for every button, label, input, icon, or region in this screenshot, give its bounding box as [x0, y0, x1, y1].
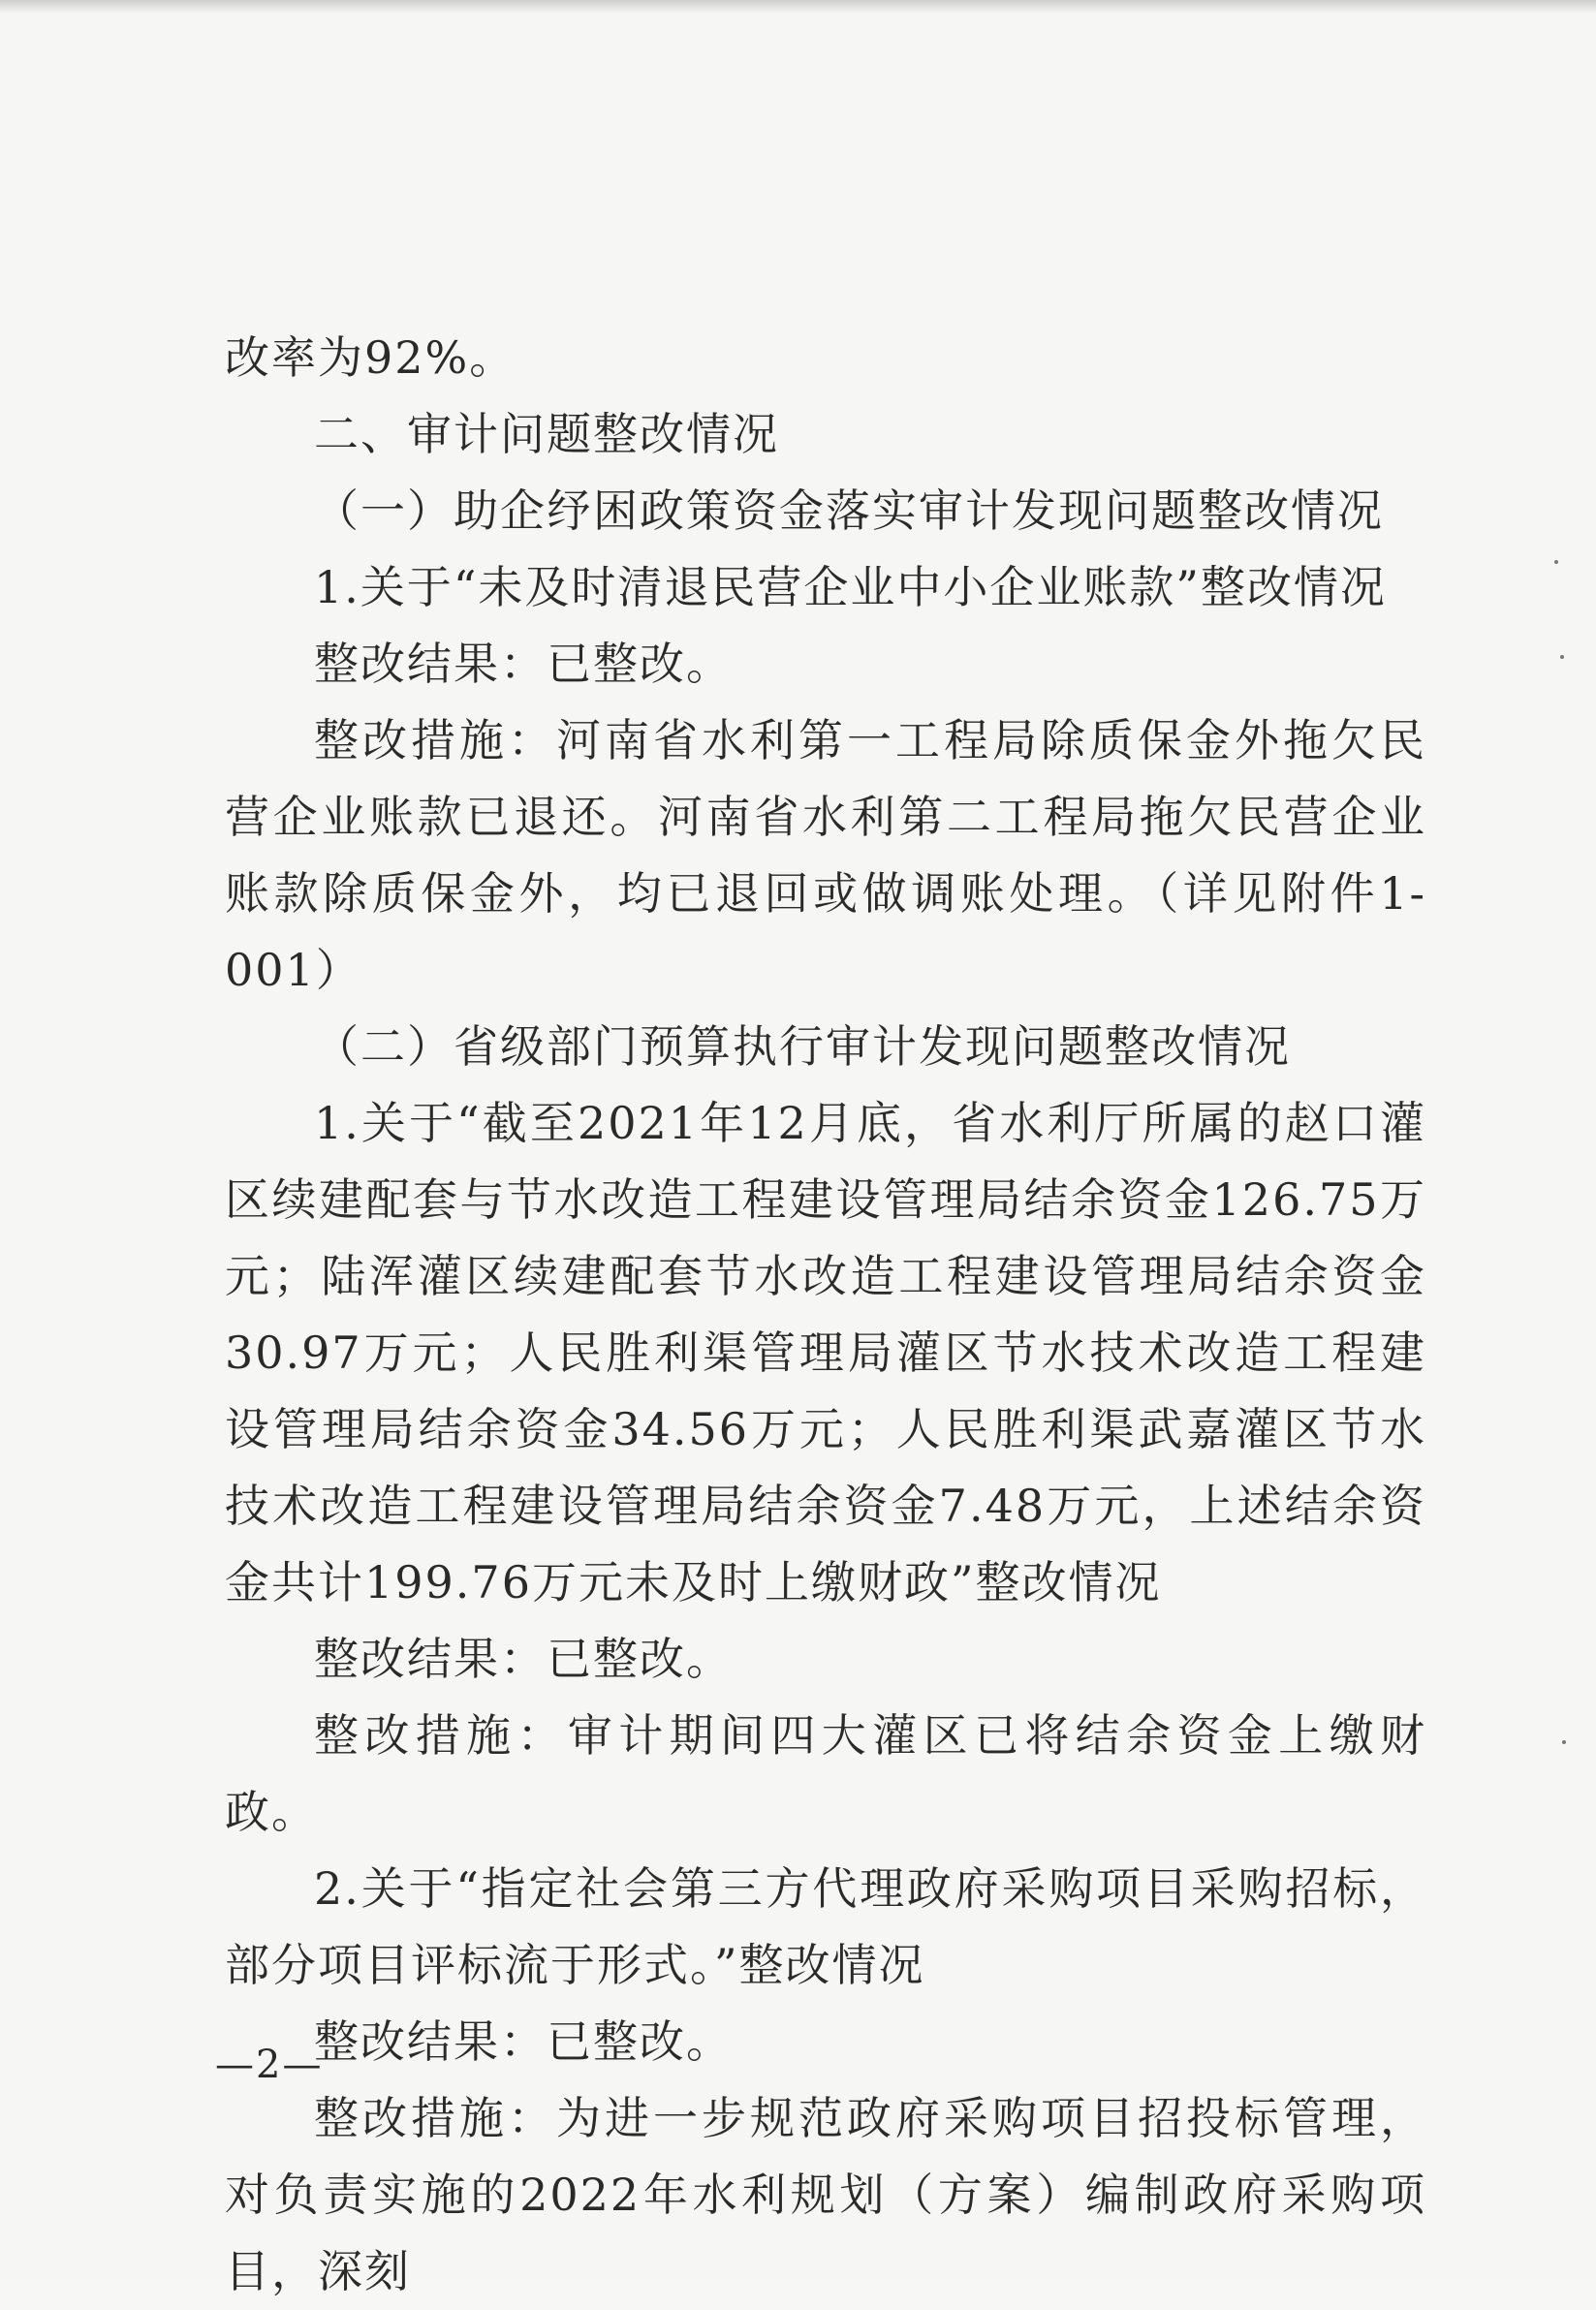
- paragraph: 整改措施：河南省水利第一工程局除质保金外拖欠民营企业账款已退还。河南省水利第二工程局拖欠民营企业账款除质保金外，均已退回或做调账处理。（详见附件1-001）: [225, 714, 1426, 996]
- paragraph: 1.关于“未及时清退民营企业中小企业账款”整改情况: [314, 561, 1387, 613]
- scan-speck: [1554, 560, 1558, 564]
- page-number: —2—: [215, 2043, 324, 2087]
- document-body: [225, 320, 1426, 2310]
- paragraph: 整改结果：已整改。: [314, 1633, 733, 1685]
- scan-speck: [1560, 655, 1564, 659]
- paragraph: （二）省级部门预算执行审计发现问题整改情况: [314, 1020, 1291, 1073]
- paragraph: 整改措施：为进一步规范政府采购项目招投标管理，对负责实施的2022年水利规划（方案）编制政府采购项目，深刻: [225, 2092, 1426, 2297]
- paragraph: （一）助企纾困政策资金落实审计发现问题整改情况: [314, 484, 1384, 537]
- section-heading: 二、审计问题整改情况: [314, 408, 779, 460]
- paragraph: 改率为92%。: [225, 331, 516, 384]
- paragraph: 1.关于“截至2021年12月底，省水利厅所属的赵口灌区续建配套与节水改造工程建设管理局结余资金126.75万元；陆浑灌区续建配套节水改造工程建设管理局结余资金30.97万元；人民胜利渠管理局灌区节水技术改造工程建设管理局结余资金34.56万元；人民胜利渠武嘉灌区节水技术改造工程建设管理局结余资金7.48万元，上述结余资金共计199.76万元未及时上缴财政”整改情况: [225, 1097, 1426, 1608]
- scan-top-edge: [0, 0, 1596, 14]
- paragraph: 2.关于“指定社会第三方代理政府采购项目采购招标，部分项目评标流于形式。”整改情况: [225, 1862, 1426, 1991]
- scan-speck: [1562, 1740, 1566, 1744]
- paragraph: 整改结果：已整改。: [314, 2015, 733, 2068]
- paragraph: 整改措施：审计期间四大灌区已将结余资金上缴财政。: [225, 1709, 1426, 1838]
- paragraph: 整改结果：已整改。: [314, 638, 733, 690]
